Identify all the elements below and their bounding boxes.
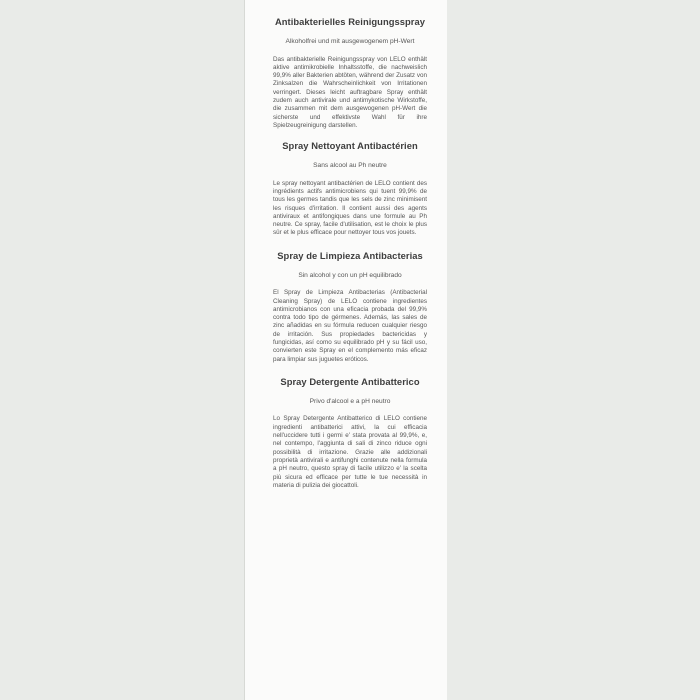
section-german — [273, 16, 427, 130]
box-right-side — [446, 0, 700, 700]
section-body-spanish: El Spray de Limpieza Antibacterias (Antibacterial Cleaning Spray) de LELO contiene ingredientes antimicrobianos con una eficacia probada del 99,9% contra todo tipo de gérmenes. Además, las sales de zinc añadidas en su fórmula reducen cualquier riesgo de irritación. Sus propiedades bactericidas y fungicidas, así como su equilibrado pH y su fácil uso, convierten este Spray en el complemento más eficaz para limpiar sus juguetes eróticos. — [273, 289, 427, 363]
section-subtitle-italian: Privo d'alcool e a pH neutro — [309, 397, 391, 405]
section-title-french: Spray Nettoyant Antibactérien — [282, 140, 418, 152]
box-left-side — [0, 0, 245, 700]
section-body-german: Das antibakterielle Reinigungsspray von LELO enthält aktive antimikrobielle Inhaltsstoffe, die nachweislich 99,9% aller Bakterien abtöten, während der Zusatz von Zinksalzen die Wahrscheinlichkeit von Irritationen verringert. Dieses leicht auftragbare Spray enthält zudem auch antivirale und antimykotische Wirkstoffe, die zusammen mit dem ausgewogenen pH-Wert die sicherste und effektivste Wahl für ihre Spielzeugreinigung darstellen. — [273, 55, 427, 129]
section-title-italian: Spray Detergente Antibatterico — [280, 375, 420, 387]
section-title-spanish: Spray de Limpieza Antibacterias — [277, 249, 423, 261]
section-subtitle-spanish: Sin alcohol y con un pH equilibrado — [298, 271, 402, 279]
section-french — [273, 140, 427, 238]
section-subtitle-german: Alkoholfrei und mit ausgewogenem pH-Wert — [285, 38, 415, 45]
section-title-german: Antibakterielles Reinigungsspray — [274, 16, 426, 27]
section-spanish — [273, 250, 427, 364]
section-body-french: Le spray nettoyant antibactérien de LELO contient des ingrédients actifs antimicrobiens qui tuent 99,9% de tous les germes tandis que les sels de zinc minimisent les risques d'irritation. Il contient aussi des agents antiviraux et antifongiques dans une formule au Ph neutre. Ce spray, facile d'utilisation, est le choix le plus sûr et le plus efficace pour nettoyer tous vos jouets. — [273, 179, 427, 237]
section-body-italian: Lo Spray Detergente Antibatterico di LELO contiene ingredienti antibatterici attivi, la cui efficacia nell'uccidere tutti i germi e' stata provata al 99,9%, e, nel contempo, l'aggiunta di sali di zinco riduce ogni possibilità di irritazione. Grazie alle addizionali proprietà antivirali e antifunghi contenute nella formula a pH neutro, questo spray di facile utilizzo e' la scelta più sicura ed efficace per tutte le tue necessità in materia di pulizia dei giocattoli. — [273, 415, 427, 489]
section-italian — [273, 376, 427, 490]
section-subtitle-french: Sans alcool au Ph neutre — [313, 162, 387, 170]
box-front-panel — [245, 0, 447, 700]
